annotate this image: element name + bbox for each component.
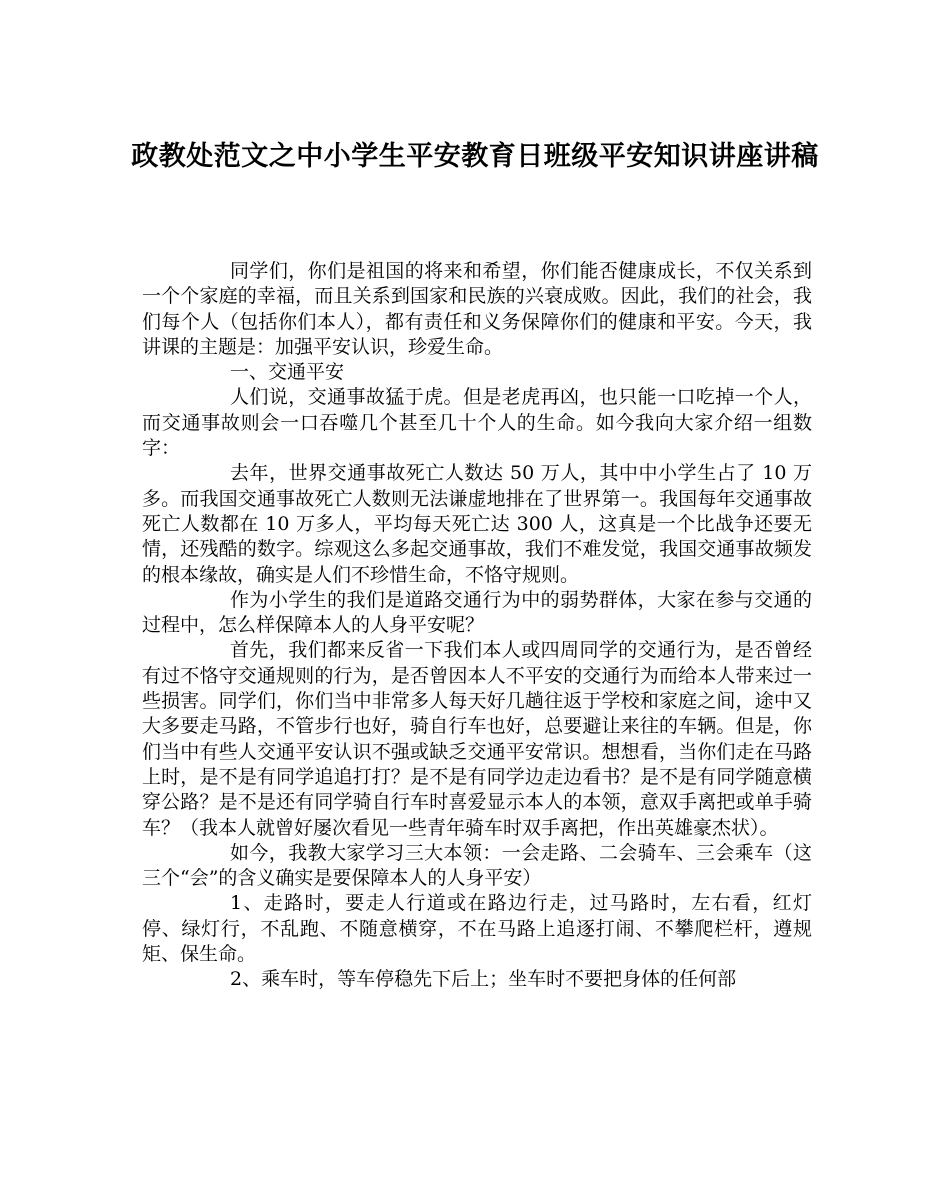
paragraph-intro: 同学们，你们是祖国的将来和希望，你们能否健康成长，不仅关系到一个个家庭的幸福，而且关系到国家和民族的兴衰成败。因此，我们的社会，我们每个人（包括你们本人），都有责任和义务保障你们的健康和平安。今天，我讲课的主题是：加强平安认识，珍爱生命。	[142, 260, 812, 358]
paragraph: 首先，我们都来反省一下我们本人或四周同学的交通行为，是否曾经有过不恪守交通规则的行为，是否曾因本人不平安的交通行为而给本人带来过一些损害。同学们，你们当中非常多人每天好几趟往返于学校和家庭之间，途中又大多要走马路，不管步行也好，骑自行车也好，总要避让来往的车辆。但是，你们当中有些人交通平安认识不强或缺乏交通平安常识。想想看，当你们走在马路上时，是不是有同学追追打打？是不是有同学边走边看书？是不是有同学随意横穿公路？是不是还有同学骑自行车时喜爱显示本人的本领，意双手离把或单手骑车？（我本人就曾好屡次看见一些青年骑车时双手离把，作出英雄豪杰状）。	[142, 639, 812, 839]
paragraph: 去年，世界交通事故死亡人数达 50 万人，其中中小学生占了 10 万多。而我国交通事故死亡人数则无法谦虚地排在了世界第一。我国每年交通事故死亡人数都在 10 万多人，平均每天死亡达 300 人，这真是一个比战争还要无情，还残酷的数字。综观这么多起交通事故，我们不难发觉，我国交通事故频发的根本缘故，确实是人们不珍惜生命，不恪守规则。	[142, 462, 812, 586]
paragraph: 人们说，交通事故猛于虎。但是老虎再凶，也只能一口吃掉一个人，而交通事故则会一口吞噬几个甚至几十个人的生命。如今我向大家介绍一组数字：	[142, 386, 812, 460]
paragraph: 如今，我教大家学习三大本领：一会走路、二会骑车、三会乘车（这三个“会”的含义确实是要保障本人的人身平安）	[142, 841, 812, 890]
list-item-riding: 2、乘车时，等车停稳先下后上；坐车时不要把身体的任何部	[230, 968, 737, 991]
document-title: 政教处范文之中小学生平安教育日班级平安知识讲座讲稿	[131, 141, 819, 172]
document-body	[142, 259, 812, 993]
section-heading-traffic-safety: 一、交通平安	[230, 361, 345, 384]
paragraph: 作为小学生的我们是道路交通行为中的弱势群体，大家在参与交通的过程中，怎么样保障本人的人身平安呢？	[142, 588, 812, 637]
list-item-walking: 1、走路时，要走人行道或在路边行走，过马路时，左右看，红灯停、绿灯行，不乱跑、不随意横穿，不在马路上追逐打闹、不攀爬栏杆，遵规矩、保生命。	[142, 892, 812, 966]
